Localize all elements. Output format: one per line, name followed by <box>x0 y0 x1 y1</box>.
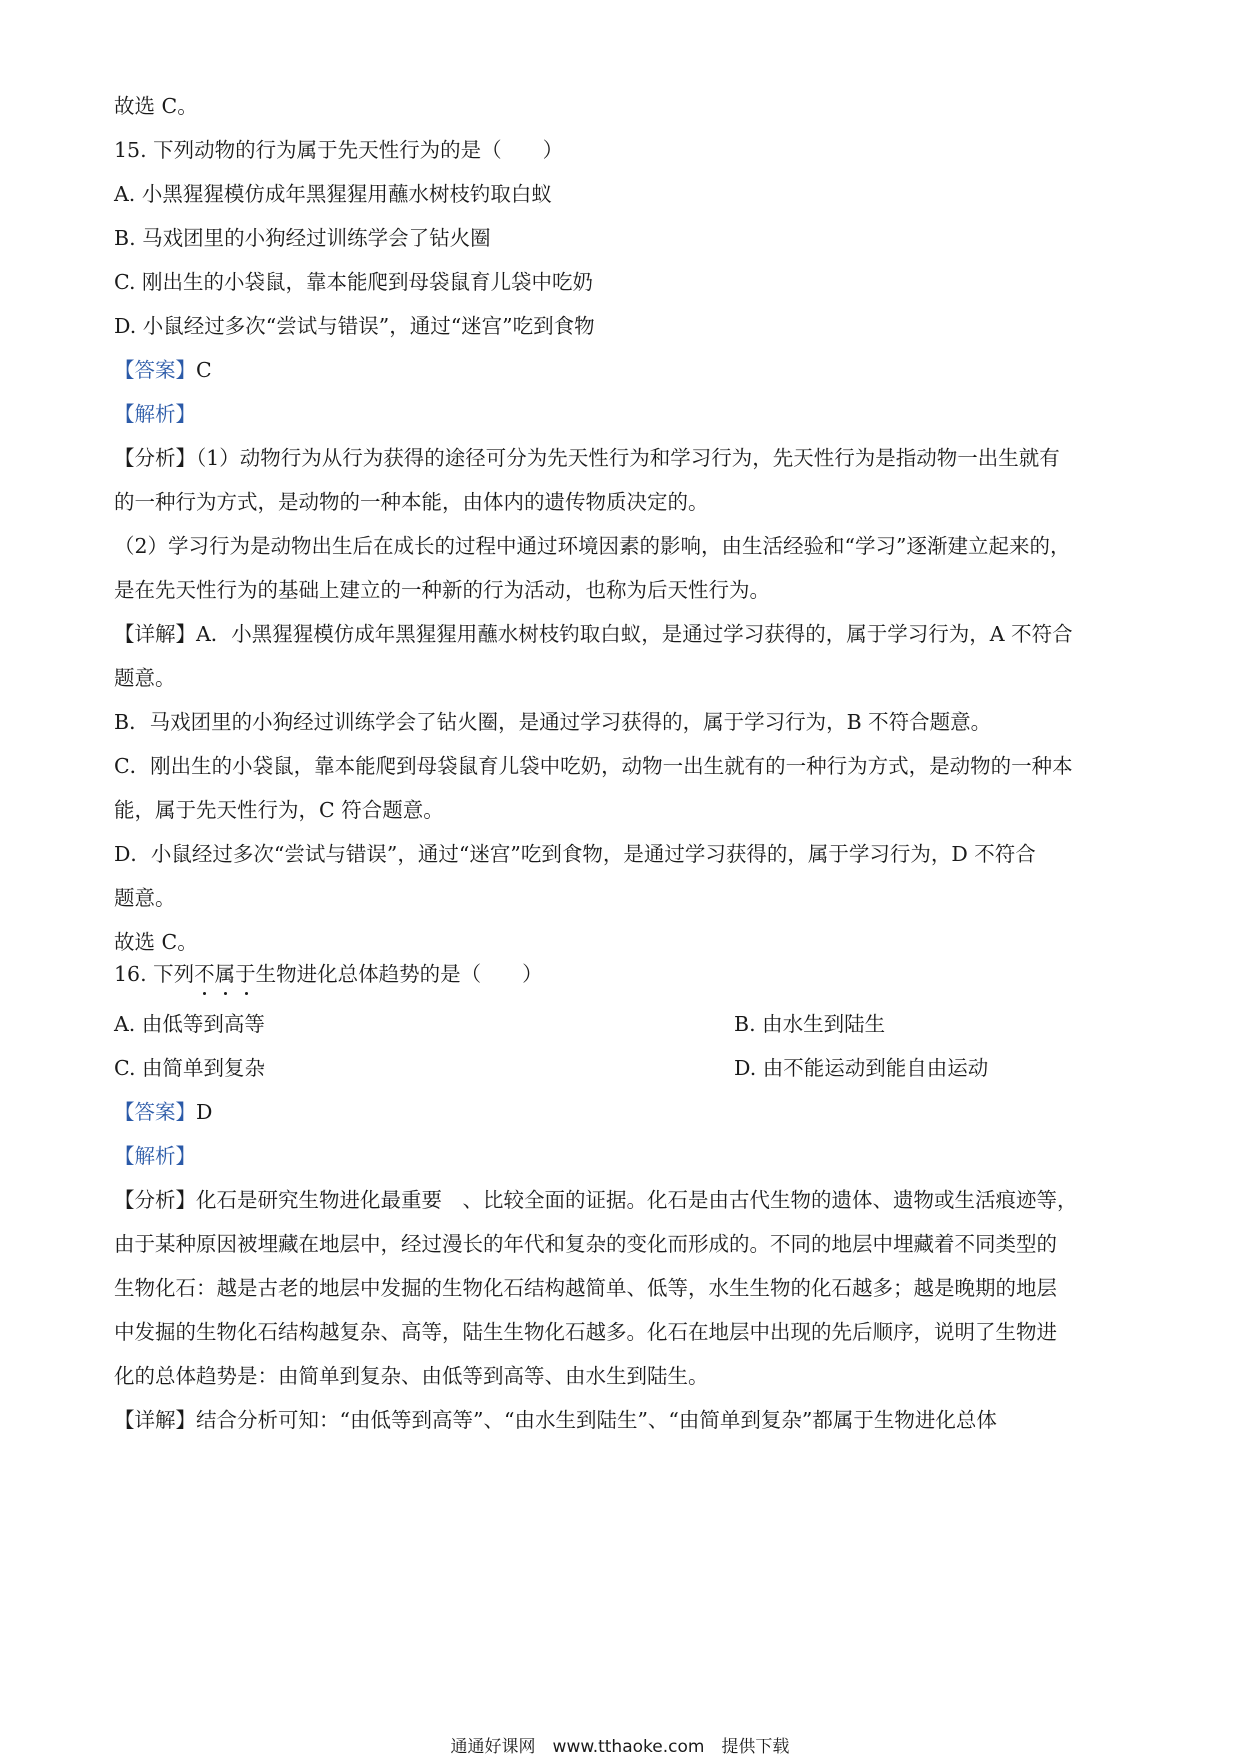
option-a: A. 由低等到高等 <box>114 1012 265 1036</box>
analysis-line <box>114 1186 1134 1214</box>
stem-text: 生物进化总体趋势的是（ ） <box>255 962 543 986</box>
detail-text: 题意。 <box>114 886 176 910</box>
question-16-stem <box>114 960 1134 988</box>
emphasis-dot <box>203 992 206 995</box>
analysis-tag: 【解析】 <box>114 1144 196 1168</box>
analysis-line <box>114 444 1134 472</box>
option-c: C. 由简单到复杂 <box>114 1056 265 1080</box>
analysis-text: 中发掘的生物化石结构越复杂、高等，陆生生物化石越多。化石在地层中出现的先后顺序，说明了生物进 <box>114 1320 1057 1344</box>
stem-text: 16. 下列 <box>114 962 195 986</box>
xiangjie-tag: 【详解】 <box>114 1408 196 1432</box>
answer-tag: 【答案】 <box>114 1100 196 1124</box>
detail-text: A．小黑猩猩模仿成年黑猩猩用蘸水树枝钓取白蚁，是通过学习获得的，属于学习行为，A 不符合 <box>196 622 1073 646</box>
answer-value: D <box>196 1100 213 1124</box>
emphasis-dot <box>224 992 227 995</box>
question-15-option-c: C. 刚出生的小袋鼠，靠本能爬到母袋鼠育儿袋中吃奶 <box>114 270 593 294</box>
detail-text: 题意。 <box>114 666 176 690</box>
answer-value: C <box>196 358 212 382</box>
emphasis-word: 不属于 <box>194 962 256 986</box>
detail-text: B．马戏团里的小狗经过训练学会了钻火圈，是通过学习获得的，属于学习行为，B 不符合题意。 <box>114 710 992 734</box>
analysis-text: 是在先天性行为的基础上建立的一种新的行为活动，也称为后天性行为。 <box>114 578 770 602</box>
detail-text: D．小鼠经过多次“尝试与错误”，通过“迷宫”吃到食物，是通过学习获得的，属于学习行为，D 不符合 <box>114 842 1036 866</box>
analysis-text: 化石是研究生物进化最重要 、比较全面的证据。化石是由古代生物的遗体、遗物或生活痕迹等， <box>196 1188 1078 1212</box>
analysis-text: （2）学习行为是动物出生后在成长的过程中通过环境因素的影响，由生活经验和“学习”逐渐建立起来的， <box>114 534 1071 558</box>
analysis-text: 生物化石：越是古老的地层中发掘的生物化石结构越简单、低等，水生生物的化石越多；越是晚期的地层 <box>114 1276 1057 1300</box>
option-b: B. 由水生到陆生 <box>734 1012 886 1036</box>
question-15-stem: 15. 下列动物的行为属于先天性行为的是（ ） <box>114 138 564 162</box>
question-16-options-row-1 <box>114 1010 1134 1038</box>
question-15-option-a: A. 小黑猩猩模仿成年黑猩猩用蘸水树枝钓取白蚁 <box>114 182 552 206</box>
detail-text: 能，属于先天性行为，C 符合题意。 <box>114 798 444 822</box>
detail-line <box>114 620 1134 648</box>
detail-line <box>114 1406 1134 1434</box>
question-15-answer <box>114 356 1134 384</box>
emphasis-text <box>194 962 256 986</box>
analysis-text: （1）动物行为从行为获得的途径可分为先天性行为和学习行为，先天性行为是指动物一出生就有 <box>196 446 1060 470</box>
emphasis-dot <box>245 992 248 995</box>
fenxi-tag: 【分析】 <box>114 446 196 470</box>
detail-text: 结合分析可知：“由低等到高等”、“由水生到陆生”、“由简单到复杂”都属于生物进化总体 <box>196 1408 997 1432</box>
question-16-options-row-2 <box>114 1054 1134 1082</box>
question-15-option-b: B. 马戏团里的小狗经过训练学会了钻火圈 <box>114 226 491 250</box>
text-line: 故选 C。 <box>114 94 198 118</box>
question-16-answer <box>114 1098 1134 1126</box>
analysis-text: 化的总体趋势是：由简单到复杂、由低等到高等、由水生到陆生。 <box>114 1364 709 1388</box>
xiangjie-tag: 【详解】 <box>114 622 196 646</box>
option-d: D. 由不能运动到能自由运动 <box>734 1056 989 1080</box>
analysis-text: 由于某种原因被埋藏在地层中，经过漫长的年代和复杂的变化而形成的。不同的地层中埋藏着不同类型的 <box>114 1232 1057 1256</box>
detail-text: C．刚出生的小袋鼠，靠本能爬到母袋鼠育儿袋中吃奶，动物一出生就有的一种行为方式，是动物的一种本 <box>114 754 1073 778</box>
fenxi-tag: 【分析】 <box>114 1188 196 1212</box>
analysis-text: 的一种行为方式，是动物的一种本能，由体内的遗传物质决定的。 <box>114 490 709 514</box>
answer-tag: 【答案】 <box>114 358 196 382</box>
question-15-option-d: D. 小鼠经过多次“尝试与错误”，通过“迷宫”吃到食物 <box>114 314 595 338</box>
analysis-tag: 【解析】 <box>114 402 196 426</box>
text-line: 故选 C。 <box>114 930 198 954</box>
page-footer: 通通好课网 www.tthaoke.com 提供下载 <box>450 1737 790 1757</box>
